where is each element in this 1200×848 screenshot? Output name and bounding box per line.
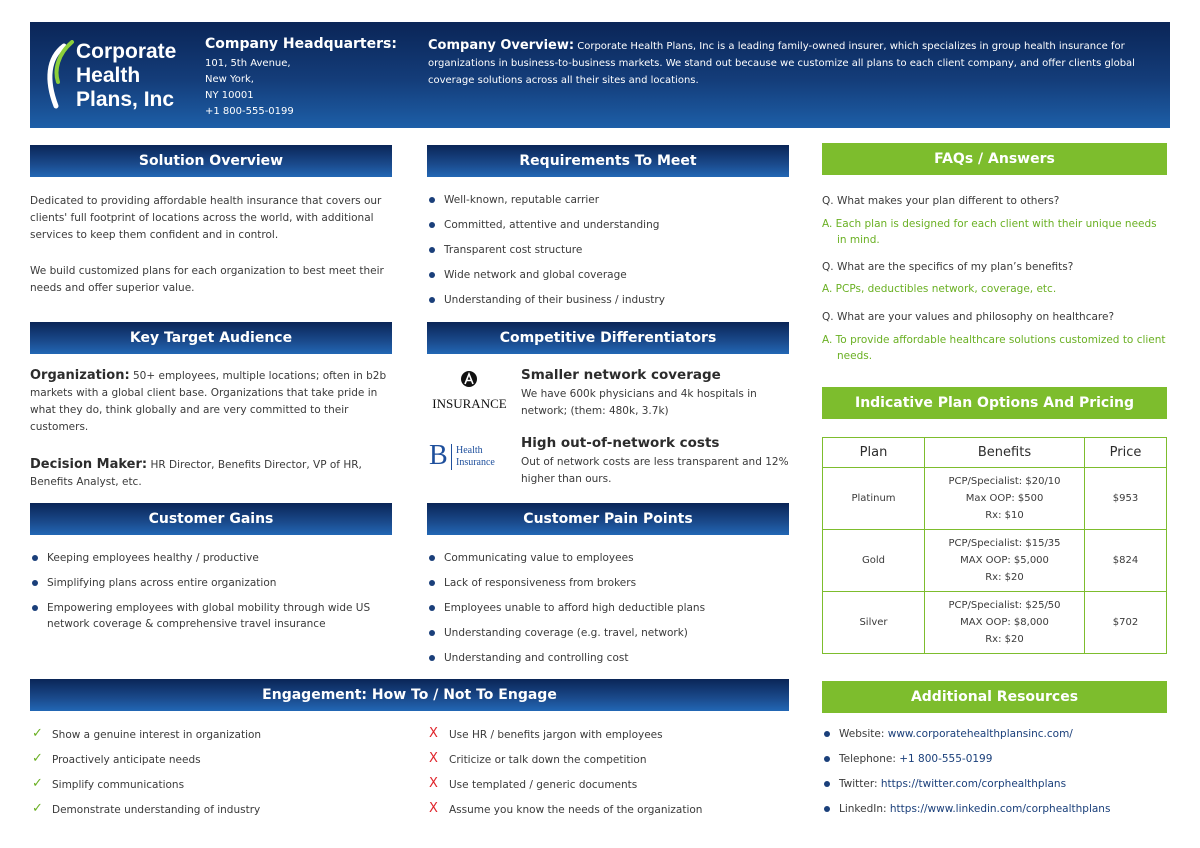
list-item: ✓ Demonstrate understanding of industry — [32, 801, 261, 816]
table-header-row — [823, 438, 1167, 468]
list-item: X Use templated / generic documents — [429, 776, 638, 791]
twitter-link[interactable]: https://twitter.com/corphealthplans — [880, 778, 1067, 790]
list-item: Wide network and global coverage — [427, 267, 792, 283]
bullet-icon — [429, 555, 435, 561]
cross-icon: X — [429, 801, 438, 816]
bullet-icon — [32, 580, 38, 586]
bullet-icon — [429, 605, 435, 611]
organization-text: 50+ employees, multiple locations; often in b2b markets with a global client base. Organizations that take pride in what they do, think globally and are very committed to their customers. — [30, 370, 387, 433]
differentiator-item — [427, 435, 790, 495]
hq-address-line: NY 10001 — [205, 90, 254, 101]
faq-header: FAQs / Answers — [822, 143, 1167, 175]
overview-title: Company Overview: — [428, 38, 575, 53]
telephone-link[interactable]: +1 800-555-0199 — [899, 753, 993, 765]
cross-icon: X — [429, 726, 438, 741]
logo-text — [76, 40, 176, 112]
list-item: X Criticize or talk down the competition — [429, 751, 647, 766]
plan-price: $702 — [1085, 592, 1167, 654]
logo-divider — [451, 444, 452, 470]
hq-address-line: 101, 5th Avenue, — [205, 58, 291, 69]
audience-decision-maker — [30, 456, 392, 491]
company-overview — [428, 37, 1148, 89]
checkmark-icon: ✓ — [32, 751, 43, 766]
additional-resources-header: Additional Resources — [822, 681, 1167, 713]
list-item: Keeping employees healthy / productive — [30, 550, 395, 566]
bullet-icon — [824, 781, 830, 787]
faq-answer: A. PCPs, deductibles network, coverage, etc. — [822, 283, 1057, 295]
differentiator-text: Out of network costs are less transparent and 12% higher than ours. — [521, 456, 789, 485]
checkmark-icon: ✓ — [32, 776, 43, 791]
bullet-icon — [429, 297, 435, 303]
list-item: X Assume you know the needs of the organization — [429, 801, 703, 816]
faq-question: Q. What makes your plan different to others? — [822, 195, 1060, 207]
column-header-plan: Plan — [823, 438, 925, 468]
competitor-b-wordmark: Health Insurance — [456, 445, 495, 468]
list-item: Lack of responsiveness from brokers — [427, 575, 792, 591]
faq-question: Q. What are your values and philosophy on healthcare? — [822, 311, 1115, 323]
logo-line: Plans, Inc — [76, 88, 175, 111]
bullet-icon — [429, 580, 435, 586]
table-row — [823, 592, 1167, 654]
requirements-list — [427, 192, 792, 317]
plan-price: $953 — [1085, 468, 1167, 530]
bullet-icon — [429, 197, 435, 203]
list-item: Telephone: +1 800-555-0199 — [822, 751, 1172, 767]
pricing-table — [822, 437, 1167, 654]
bullet-icon — [429, 630, 435, 636]
column-header-price: Price — [1085, 438, 1167, 468]
list-item: Website: www.corporatehealthplansinc.com/ — [822, 726, 1172, 742]
bullet-icon — [32, 555, 38, 561]
bullet-icon — [824, 756, 830, 762]
list-item: Well-known, reputable carrier — [427, 192, 792, 208]
plan-price: $824 — [1085, 530, 1167, 592]
differentiator-title: High out-of-network costs — [521, 435, 720, 451]
plan-name: Platinum — [823, 468, 925, 530]
bullet-icon — [824, 731, 830, 737]
bullet-icon — [429, 655, 435, 661]
website-link[interactable]: www.corporatehealthplansinc.com/ — [887, 728, 1073, 740]
engage-dont-list — [427, 727, 797, 827]
plan-benefits: PCP/Specialist: $15/35 MAX OOP: $5,000 Rx: $20 — [925, 530, 1085, 592]
faq-answer: A. To provide affordable healthcare solutions customized to client needs. — [822, 334, 1166, 362]
competitor-b-letter: B — [429, 440, 448, 471]
engage-do-list — [30, 727, 410, 827]
table-row — [823, 530, 1167, 592]
plan-benefits: PCP/Specialist: $25/50 MAX OOP: $8,000 Rx: $20 — [925, 592, 1085, 654]
list-item: ✓ Proactively anticipate needs — [32, 751, 201, 766]
competitive-differentiators-header: Competitive Differentiators — [427, 322, 789, 354]
overview-text: Corporate Health Plans, Inc is a leading family-owned insurer, which specializes in group health insurance for organizations in business-to-business markets. We stand out because we customize all plans to each client company, and offer clients global coverage solutions across all their sites and locations. — [428, 41, 1135, 86]
pain-points-list — [427, 550, 792, 675]
faq-question: Q. What are the specifics of my plan’s benefits? — [822, 261, 1074, 273]
hq-phone: +1 800-555-0199 — [205, 106, 294, 117]
customer-gains-header: Customer Gains — [30, 503, 392, 535]
cross-icon: X — [429, 776, 438, 791]
list-item: Twitter: https://twitter.com/corphealthplans — [822, 776, 1172, 792]
header-banner — [30, 22, 1170, 128]
headquarters-block — [205, 36, 405, 120]
logo-swoosh-icon — [42, 40, 76, 112]
plan-name: Gold — [823, 530, 925, 592]
checkmark-icon: ✓ — [32, 801, 43, 816]
company-logo — [42, 36, 192, 116]
bullet-icon — [429, 222, 435, 228]
bullet-icon — [429, 272, 435, 278]
decision-maker-text: HR Director, Benefits Director, VP of HR, Benefits Analyst, etc. — [30, 459, 362, 488]
bullet-icon — [429, 247, 435, 253]
differentiator-title: Smaller network coverage — [521, 367, 721, 383]
list-item: Committed, attentive and understanding — [427, 217, 792, 233]
bullet-icon — [32, 605, 38, 611]
solution-paragraph-1: Dedicated to providing affordable health insurance that covers our clients' full footprint of locations across the world, with additional services to keep them confident and in control. — [30, 195, 382, 241]
differentiator-text: We have 600k physicians and 4k hospitals in network; (them: 480k, 3.7k) — [521, 388, 757, 417]
list-item: Employees unable to afford high deductible plans — [427, 600, 792, 616]
table-row — [823, 468, 1167, 530]
checkmark-icon: ✓ — [32, 726, 43, 741]
pricing-header: Indicative Plan Options And Pricing — [822, 387, 1167, 419]
logo-line: Health — [76, 64, 141, 87]
list-item: Empowering employees with global mobility through wide US network coverage & comprehensive travel insurance — [30, 600, 395, 632]
requirements-header: Requirements To Meet — [427, 145, 789, 177]
list-item: Transparent cost structure — [427, 242, 792, 258]
bullet-icon — [824, 806, 830, 812]
decision-maker-label: Decision Maker: — [30, 457, 148, 472]
hq-title: Company Headquarters: — [205, 36, 397, 52]
customer-gains-list — [30, 550, 395, 641]
list-item: Understanding and controlling cost — [427, 650, 792, 666]
solution-paragraph-2: We build customized plans for each organization to best meet their needs and offer superior value. — [30, 265, 384, 294]
customer-pain-points-header: Customer Pain Points — [427, 503, 789, 535]
plan-benefits: PCP/Specialist: $20/10 Max OOP: $500 Rx: $10 — [925, 468, 1085, 530]
key-target-audience-header: Key Target Audience — [30, 322, 392, 354]
linkedin-link[interactable]: https://www.linkedin.com/corphealthplans — [889, 803, 1111, 815]
list-item: LinkedIn: https://www.linkedin.com/corphealthplans — [822, 801, 1172, 817]
cross-icon: X — [429, 751, 438, 766]
audience-organization — [30, 367, 392, 436]
list-item: ✓ Simplify communications — [32, 776, 185, 791]
list-item: X Use HR / benefits jargon with employees — [429, 726, 663, 741]
organization-label: Organization: — [30, 368, 130, 383]
competitor-b-logo — [427, 435, 512, 490]
differentiator-item — [427, 367, 790, 427]
engagement-header: Engagement: How To / Not To Engage — [30, 679, 789, 711]
list-item: Simplifying plans across entire organization — [30, 575, 395, 591]
competitor-a-wordmark: INSURANCE — [432, 396, 507, 411]
resources-list — [822, 726, 1172, 826]
faq-answer: A. Each plan is designed for each client with their unique needs in mind. — [822, 218, 1157, 246]
column-header-benefits: Benefits — [925, 438, 1085, 468]
list-item: Understanding of their business / industry — [427, 292, 792, 308]
list-item: ✓ Show a genuine interest in organization — [32, 726, 262, 741]
logo-line: Corporate — [76, 40, 177, 63]
competitor-a-logo — [427, 367, 512, 422]
solution-overview-header: Solution Overview — [30, 145, 392, 177]
hq-address-line: New York, — [205, 74, 254, 85]
plan-name: Silver — [823, 592, 925, 654]
list-item: Understanding coverage (e.g. travel, network) — [427, 625, 792, 641]
list-item: Communicating value to employees — [427, 550, 792, 566]
